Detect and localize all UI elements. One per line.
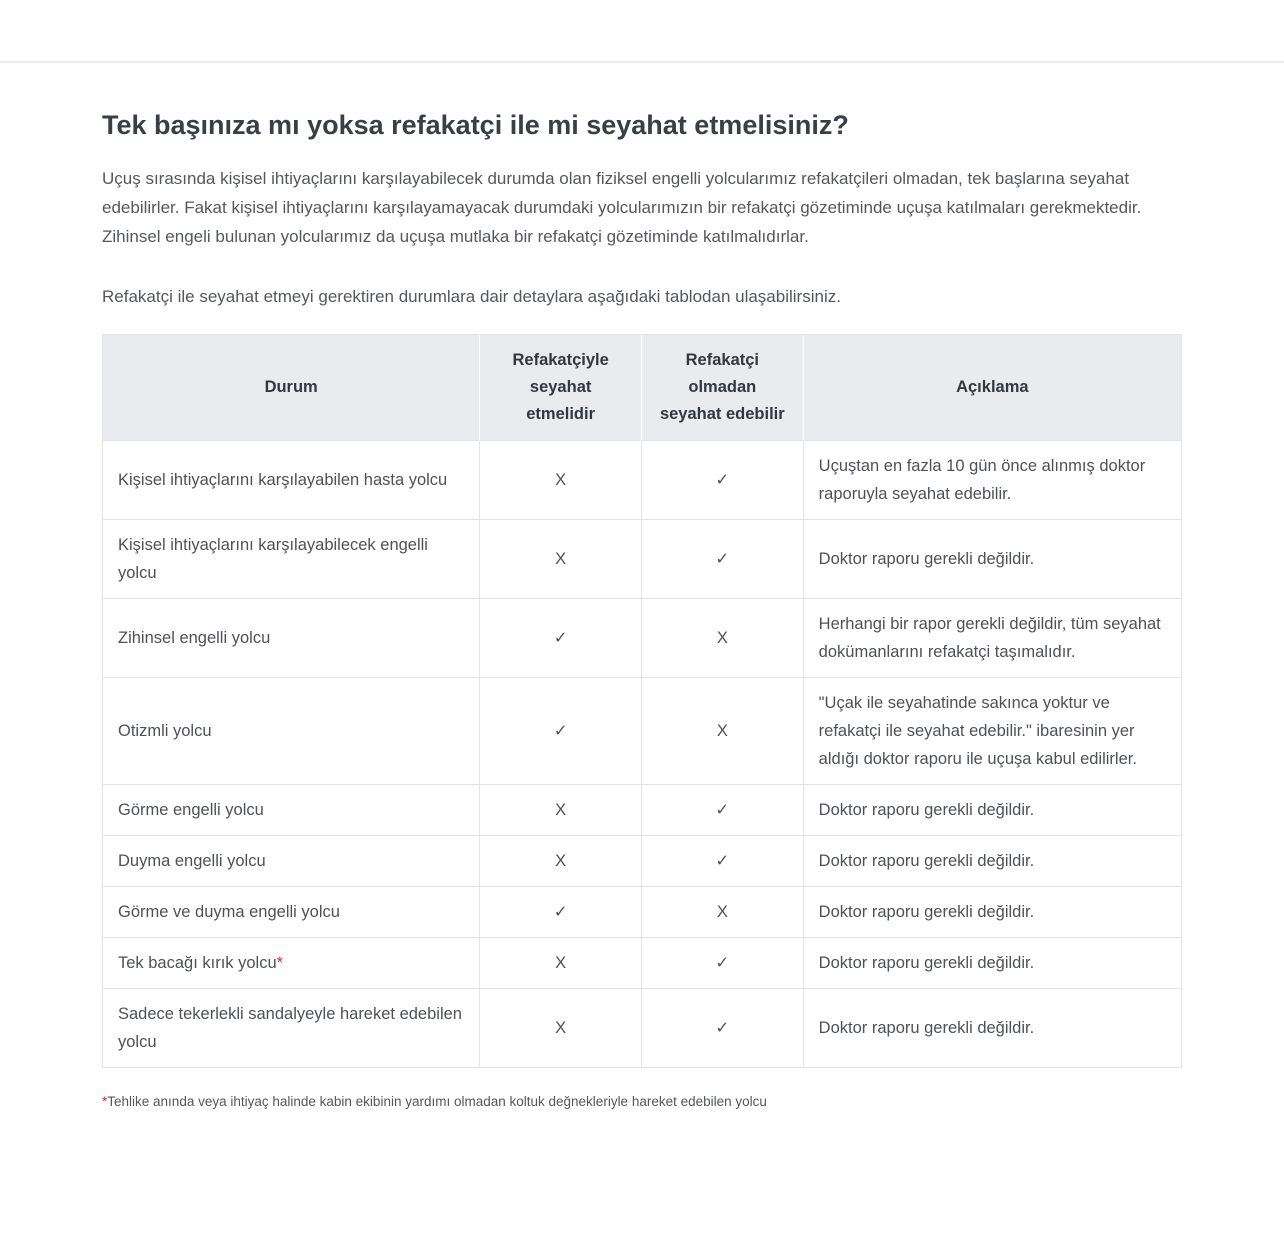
aciklama-cell: Doktor raporu gerekli değildir. [804,989,1181,1067]
top-bar [0,0,1284,63]
refakatciyle-mark-cell: ✓ [480,887,642,938]
header-refakatciyle: Refakatçiyle seyahat etmelidir [480,335,642,441]
aciklama-cell: Doktor raporu gerekli değildir. [804,887,1181,938]
refakatciyle-mark-cell: X [480,989,642,1067]
durum-cell: Kişisel ihtiyaçlarını karşılayabilen hasta yolcu [103,441,480,520]
aciklama-cell: Doktor raporu gerekli değildir. [804,785,1181,836]
footnote [102,1092,1182,1111]
refakatsiz-mark-cell: ✓ [642,836,804,887]
refakatsiz-mark-cell: X [642,887,804,938]
page-title: Tek başınıza mı yoksa refakatçi ile mi seyahat etmelisiniz? [102,110,849,140]
refakatciyle-mark-cell: ✓ [480,599,642,678]
footnote-asterisk: * [102,1094,108,1109]
table-row [103,938,1181,989]
refakatsiz-mark-cell: X [642,599,804,678]
table-row [103,520,1181,599]
durum-cell: Sadece tekerlekli sandalyeyle hareket edebilen yolcu [103,989,480,1067]
header-aciklama: Açıklama [804,335,1181,441]
refakatciyle-mark-cell: X [480,938,642,989]
durum-cell: Tek bacağı kırık yolcu* [103,938,480,989]
footnote-text: Tehlike anında veya ihtiyaç halinde kabin ekibinin yardımı olmadan koltuk değnekleriyle hareket edebilen yolcu [107,1094,767,1109]
durum-cell: Otizmli yolcu [103,678,480,785]
aciklama-cell: Doktor raporu gerekli değildir. [804,520,1181,599]
refakatsiz-mark-cell: X [642,678,804,785]
aciklama-cell: Uçuştan en fazla 10 gün önce alınmış doktor raporuyla seyahat edebilir. [804,441,1181,520]
durum-cell: Görme ve duyma engelli yolcu [103,887,480,938]
table-header-row [103,335,1181,441]
table-body [103,441,1181,1067]
content-area [102,63,1182,1151]
durum-cell: Kişisel ihtiyaçlarını karşılayabilecek engelli yolcu [103,520,480,599]
intro-paragraph: Uçuş sırasında kişisel ihtiyaçlarını karşılayabilecek durumda olan fiziksel engelli yolcularımız refakatçileri olmadan, tek başlarına seyahat edebilirler. Fakat kişisel ihtiyaçlarını karşılayamayacak durumdaki yolcularımızın bir refakatçi gözetiminde uçuşa katılmaları gerekmektedir. Zihinsel engeli bulunan yolcularımız da uçuşa mutlaka bir refakatçi gözetiminde katılmalıdırlar. [102,169,1142,246]
table-row [103,836,1181,887]
aciklama-cell: Herhangi bir rapor gerekli değildir, tüm seyahat dokümanlarını refakatçi taşımalıdır. [804,599,1181,678]
companion-requirements-table [102,334,1182,1068]
table-row [103,441,1181,520]
durum-cell: Zihinsel engelli yolcu [103,599,480,678]
aciklama-cell: "Uçak ile seyahatinde sakınca yoktur ve refakatçi ile seyahat edebilir." ibaresinin yer aldığı doktor raporu ile uçuşa kabul edilirler. [804,678,1181,785]
refakatciyle-mark-cell: X [480,836,642,887]
refakatsiz-mark-cell: ✓ [642,785,804,836]
refakatciyle-mark-cell: X [480,441,642,520]
durum-cell: Duyma engelli yolcu [103,836,480,887]
table-header [103,335,1181,441]
table-row [103,989,1181,1067]
table-row [103,785,1181,836]
header-refakatsiz: Refakatçi olmadan seyahat edebilir [642,335,804,441]
refakatsiz-mark-cell: ✓ [642,441,804,520]
aciklama-cell: Doktor raporu gerekli değildir. [804,938,1181,989]
table-row [103,678,1181,785]
refakatciyle-mark-cell: X [480,785,642,836]
refakatciyle-mark-cell: X [480,520,642,599]
table-intro-paragraph: Refakatçi ile seyahat etmeyi gerektiren durumlara dair detaylara aşağıdaki tablodan ulaşabilirsiniz. [102,287,841,306]
header-durum: Durum [103,335,480,441]
table-row [103,599,1181,678]
refakatsiz-mark-cell: ✓ [642,989,804,1067]
refakatciyle-mark-cell: ✓ [480,678,642,785]
aciklama-cell: Doktor raporu gerekli değildir. [804,836,1181,887]
table-row [103,887,1181,938]
durum-cell: Görme engelli yolcu [103,785,480,836]
refakatsiz-mark-cell: ✓ [642,938,804,989]
footnote-marker: * [276,954,284,972]
refakatsiz-mark-cell: ✓ [642,520,804,599]
